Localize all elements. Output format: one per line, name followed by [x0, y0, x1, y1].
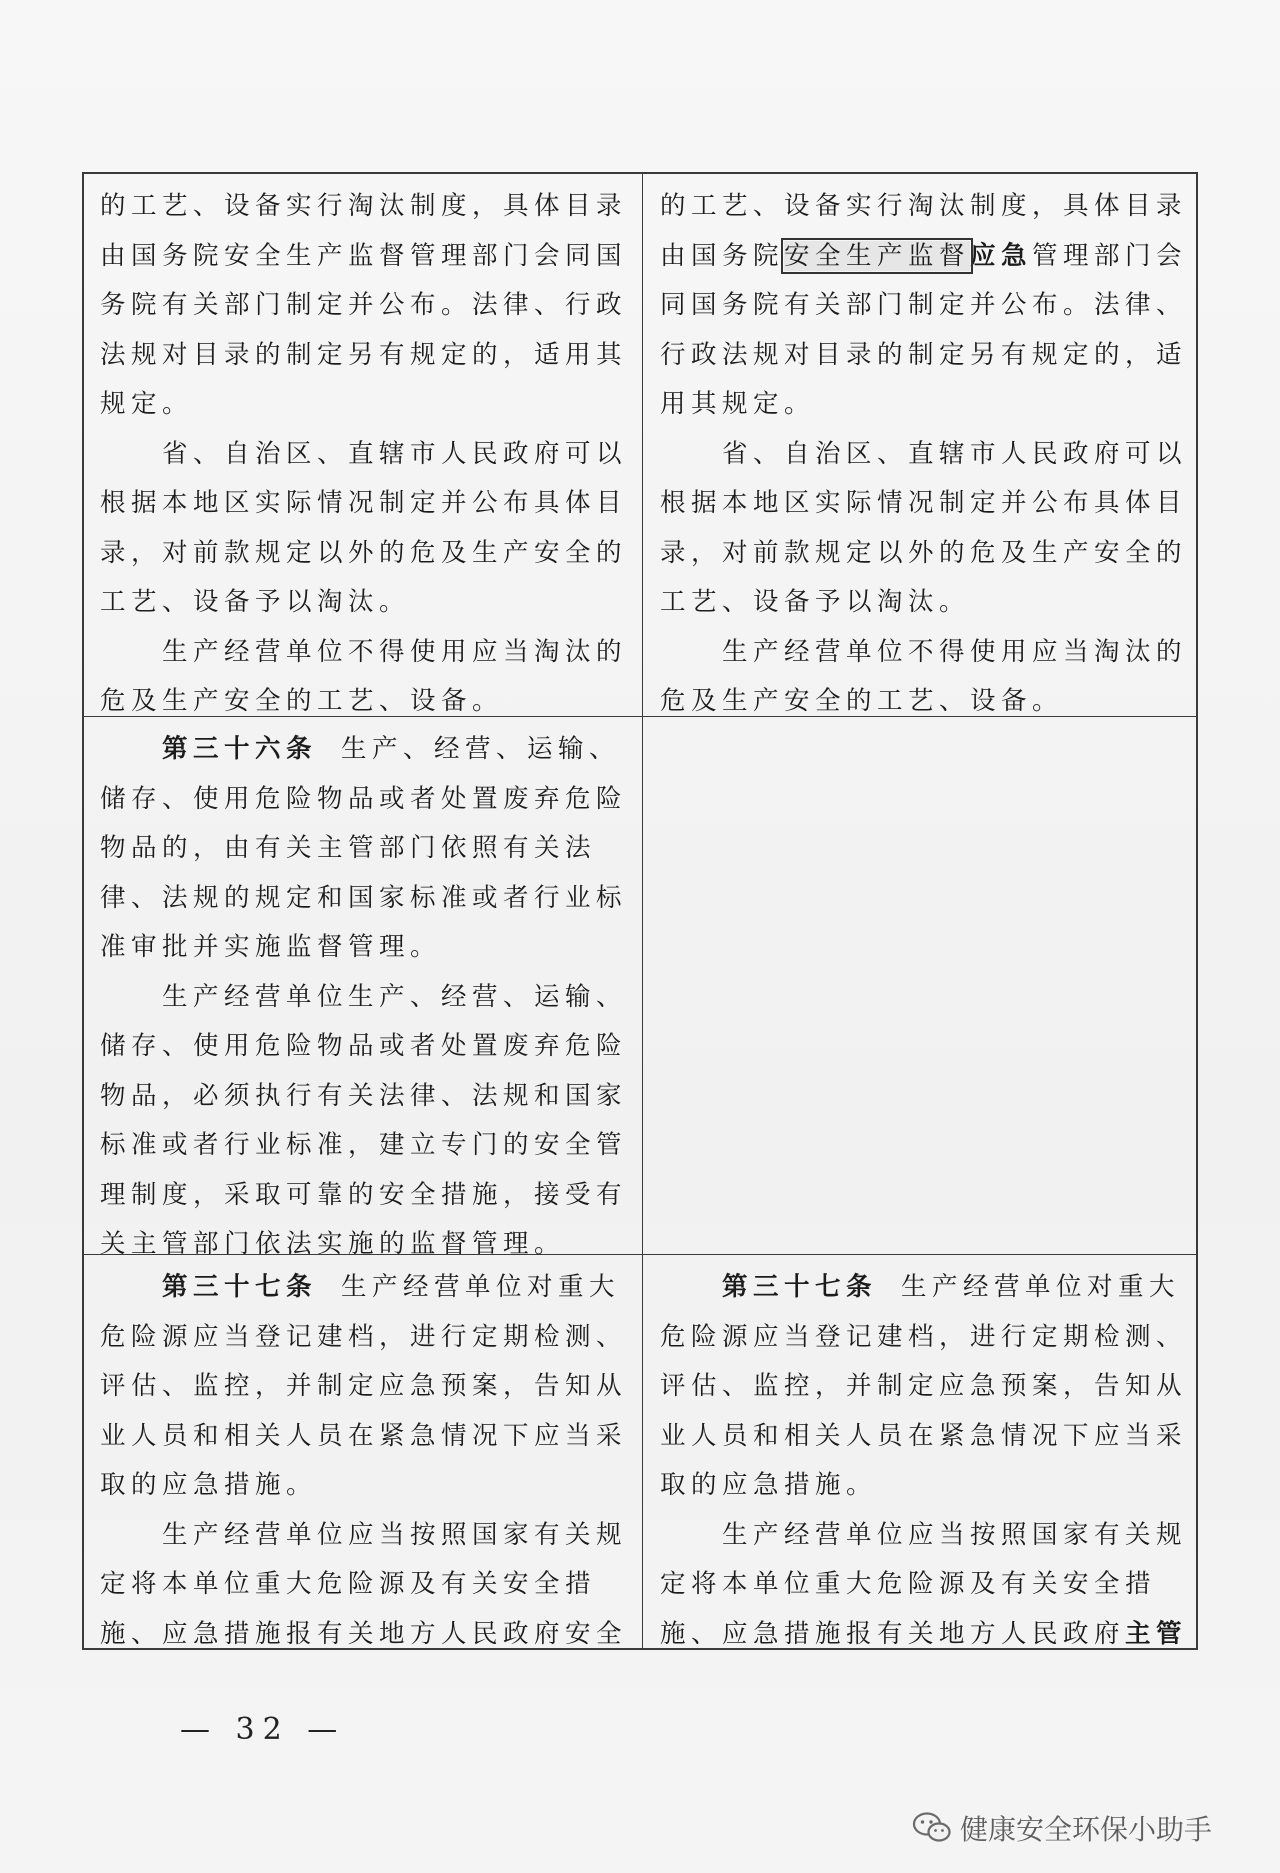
text-span: 的工艺、设备实行淘汰制度，具体目录由国务院 — [660, 191, 1188, 271]
added-text-bold: 主管 — [1125, 1618, 1188, 1649]
text-span: 生产经营单位应当按照国家有关规定将本单位重大危险源及有关安全措施、应急措施报有关地方人民政府 — [660, 1519, 1188, 1649]
left-row1-cell — [84, 174, 642, 727]
right-row1-paragraph — [660, 182, 1188, 430]
left-row1-paragraph: 生产经营单位不得使用应当淘汰的危及生产安全的工艺、设备。 — [100, 636, 628, 716]
page-number: — 32 — — [180, 1712, 346, 1747]
watermark — [912, 1808, 1212, 1848]
left-row2-paragraph — [100, 725, 632, 973]
added-text-bold: 应急 — [970, 240, 1033, 271]
article-heading: 第三十七条 — [162, 1272, 318, 1302]
wechat-icon — [912, 1811, 952, 1845]
left-row1-paragraph: 省、自治区、直辖市人民政府可以根据本地区实际情况制定并公布具体目录，对前款规定以外的危及生产安全的工艺、设备予以淘汰。 — [100, 438, 628, 617]
right-row1-paragraph: 省、自治区、直辖市人民政府可以根据本地区实际情况制定并公布具体目录，对前款规定以外的危及生产安全的工艺、设备予以淘汰。 — [660, 438, 1188, 617]
right-row3-paragraph — [660, 1511, 1188, 1660]
right-row3-paragraph — [660, 1263, 1188, 1511]
right-row3-cell — [644, 1255, 1198, 1659]
right-row1-cell — [644, 174, 1198, 727]
article-heading: 第三十七条 — [722, 1272, 878, 1302]
watermark-text: 健康安全环保小助手 — [960, 1813, 1213, 1846]
left-row3-paragraph — [100, 1263, 632, 1511]
column-divider — [642, 174, 643, 1648]
article-heading: 第三十六条 — [162, 734, 318, 764]
comparison-table — [82, 172, 1198, 1650]
left-row3-cell — [84, 1255, 642, 1659]
right-row1-paragraph: 生产经营单位不得使用应当淘汰的危及生产安全的工艺、设备。 — [660, 636, 1188, 716]
left-row1-paragraph: 的工艺、设备实行淘汰制度，具体目录由国务院安全生产监督管理部门会同国务院有关部门制定并公布。法律、行政法规对目录的制定另有规定的，适用其规定。 — [100, 191, 628, 419]
left-row2-paragraph: 生产经营单位生产、经营、运输、储存、使用危险物品或者处置废弃危险物品，必须执行有关法律、法规和国家标准或者行业标准，建立专门的安全管理制度，采取可靠的安全措施，接受有关主管部门依法实施的监督管理。 — [100, 981, 628, 1259]
left-row2-cell — [84, 717, 642, 1270]
deleted-text-highlight: 安全生产监督 — [784, 240, 971, 271]
text-span: 管理部门会同国务院有关部门制定并公布。法律、行政法规对目录的制定另有规定的，适用其规定。 — [660, 240, 1188, 419]
text-span: 生产经营单位对重大危险源应当登记建档，进行定期检测、评估、监控，并制定应急预案，告知从业人员和相关人员在紧急情况下应当采取的应急措施。 — [660, 1272, 1188, 1500]
right-row2-empty-cell — [644, 717, 1198, 1253]
text-span: 生产、经营、运输、储存、使用危险物品或者处置废弃危险物品的，由有关主管部门依照有关法律、法规的规定和国家标准或者行业标准审批并实施监督管理。 — [100, 734, 628, 962]
left-row3-paragraph: 生产经营单位应当按照国家有关规定将本单位重大危险源及有关安全措施、应急措施报有关地方人民政府安全 — [100, 1519, 628, 1649]
text-span: 生产经营单位对重大危险源应当登记建档，进行定期检测、评估、监控，并制定应急预案，告知从业人员和相关人员在紧急情况下应当采取的应急措施。 — [100, 1272, 628, 1500]
